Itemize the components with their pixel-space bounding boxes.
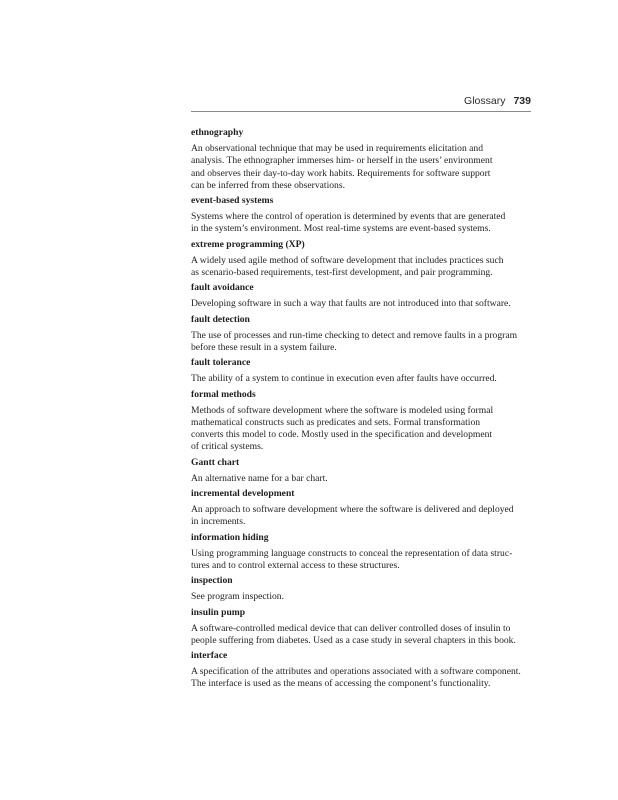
glossary-entry bbox=[191, 314, 533, 355]
glossary-term: fault avoidance bbox=[191, 282, 254, 294]
definition-line: The use of processes and run-time checking to detect and remove faults in a program bbox=[191, 329, 518, 341]
glossary-definition bbox=[191, 298, 533, 310]
glossary-entry bbox=[191, 282, 533, 310]
definition-line: in the system’s environment. Most real-time systems are event-based systems. bbox=[191, 223, 491, 235]
glossary-entry bbox=[191, 195, 533, 236]
glossary-entry bbox=[191, 357, 533, 385]
glossary-term: fault detection bbox=[191, 313, 250, 325]
glossary-entry bbox=[191, 239, 533, 280]
glossary-definition bbox=[191, 504, 533, 529]
glossary-definition bbox=[191, 405, 533, 454]
definition-line: as scenario-based requirements, test-first development, and pair programming. bbox=[191, 267, 493, 279]
definition-line: can be inferred from these observations. bbox=[191, 179, 345, 191]
definition-line: Methods of software development where the software is modeled using formal bbox=[191, 404, 494, 416]
definition-line: See program inspection. bbox=[191, 591, 284, 603]
glossary-term: extreme programming (XP) bbox=[191, 238, 305, 250]
glossary-term: inspection bbox=[191, 575, 233, 587]
definition-line: The ability of a system to continue in execution even after faults have occurred. bbox=[191, 373, 497, 385]
definition-line: An alternative name for a bar chart. bbox=[191, 472, 328, 484]
glossary-term: Gantt chart bbox=[191, 456, 240, 468]
glossary-definition bbox=[191, 373, 533, 385]
definition-line: before these result in a system failure. bbox=[191, 341, 337, 353]
header-rule bbox=[191, 111, 531, 112]
definition-line: of critical systems. bbox=[191, 441, 264, 453]
glossary-term: incremental development bbox=[191, 488, 295, 500]
glossary-entry bbox=[191, 607, 533, 648]
definition-line: in increments. bbox=[191, 516, 246, 528]
definition-line: Systems where the control of operation is determined by events that are generated bbox=[191, 211, 506, 223]
page-number: 739 bbox=[513, 95, 531, 107]
section-title: Glossary bbox=[464, 95, 506, 107]
glossary-definition bbox=[191, 623, 533, 648]
definition-line: A software-controlled medical device that can deliver controlled doses of insulin to bbox=[191, 622, 511, 634]
definition-line: Using programming language constructs to conceal the representation of data struc- bbox=[191, 547, 513, 559]
definition-line: mathematical constructs such as predicates and sets. Formal transformation bbox=[191, 416, 481, 428]
glossary-entries bbox=[191, 127, 533, 694]
glossary-term: interface bbox=[191, 650, 228, 662]
glossary-definition bbox=[191, 211, 533, 236]
glossary-entry bbox=[191, 575, 533, 603]
definition-line: A widely used agile method of software development that includes practices such bbox=[191, 254, 504, 266]
glossary-definition bbox=[191, 591, 533, 603]
glossary-term: insulin pump bbox=[191, 606, 246, 618]
glossary-entry bbox=[191, 532, 533, 573]
glossary-term: formal methods bbox=[191, 388, 256, 400]
glossary-definition bbox=[191, 666, 533, 691]
glossary-definition bbox=[191, 330, 533, 355]
glossary-term: event-based systems bbox=[191, 195, 274, 207]
glossary-definition bbox=[191, 473, 533, 485]
glossary-entry bbox=[191, 650, 533, 691]
definition-line: An approach to software development where the software is delivered and deployed bbox=[191, 504, 514, 516]
glossary-term: ethnography bbox=[191, 127, 244, 138]
glossary-entry bbox=[191, 127, 533, 192]
definition-line: Developing software in such a way that faults are not introduced into that software. bbox=[191, 298, 511, 310]
definition-line: A specification of the attributes and operations associated with a software component. bbox=[191, 666, 521, 678]
glossary-term: fault tolerance bbox=[191, 357, 251, 369]
glossary-definition bbox=[191, 143, 533, 192]
running-head bbox=[464, 95, 531, 107]
glossary-definition bbox=[191, 255, 533, 280]
definition-line: tures and to control external access to these structures. bbox=[191, 559, 400, 571]
definition-line: analysis. The ethnographer immerses him- or herself in the users’ environment bbox=[191, 155, 493, 167]
glossary-definition bbox=[191, 548, 533, 573]
definition-line: people suffering from diabetes. Used as a case study in several chapters in this book. bbox=[191, 634, 516, 646]
definition-line: and observes their day-to-day work habits. Requirements for software support bbox=[191, 167, 491, 179]
definition-line: An observational technique that may be used in requirements elicitation and bbox=[191, 143, 483, 154]
glossary-entry bbox=[191, 488, 533, 529]
glossary-entry bbox=[191, 389, 533, 454]
definition-line: converts this model to code. Mostly used in the specification and development bbox=[191, 429, 493, 441]
definition-line: The interface is used as the means of accessing the component’s functionality. bbox=[191, 678, 491, 690]
glossary-term: information hiding bbox=[191, 531, 269, 543]
glossary-entry bbox=[191, 457, 533, 485]
